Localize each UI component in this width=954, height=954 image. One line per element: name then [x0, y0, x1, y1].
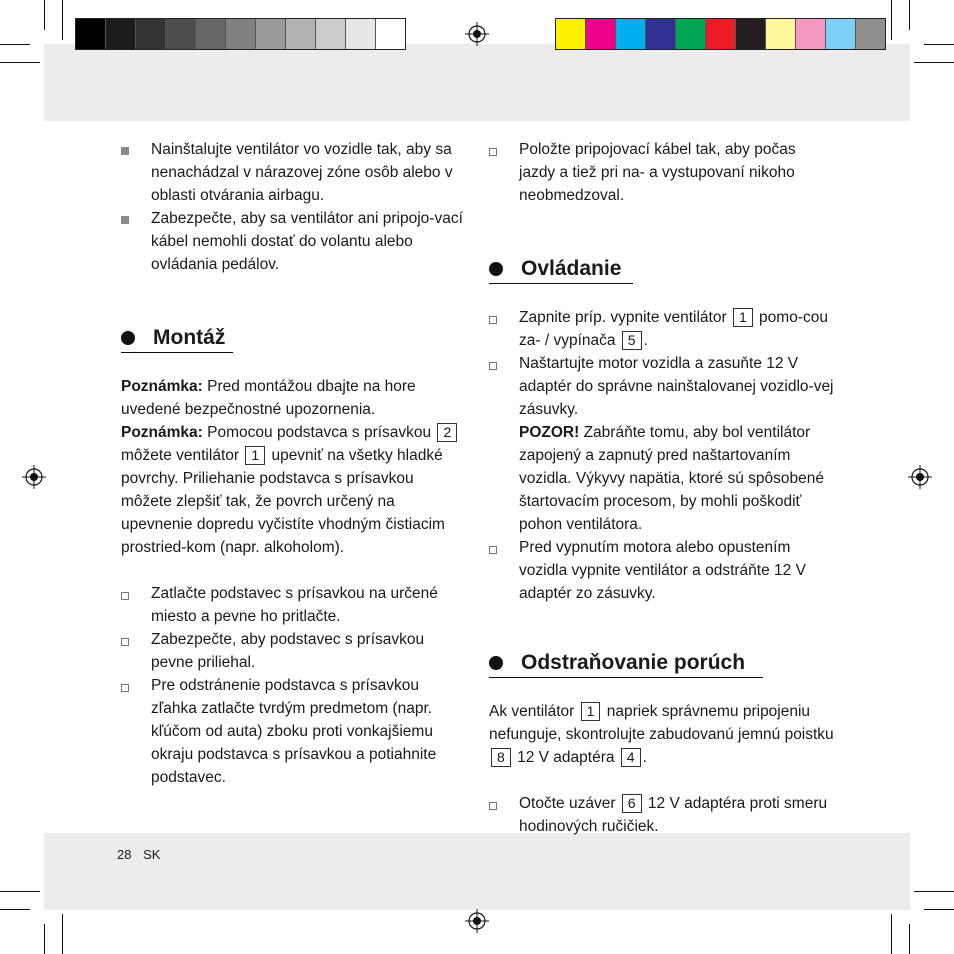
color-swatch: [136, 19, 166, 49]
checkbox-bullet-icon: [489, 802, 497, 810]
left-column: [121, 138, 466, 789]
section-heading-poruchy: Odstraňovanie porúch: [489, 649, 834, 677]
process-color-bar: [555, 18, 886, 50]
safety-bullet: Nainštalujte ventilátor vo vozidle tak, aby sa nenachádzal v nárazovej zóne osôb alebo v oblasti otvárania airbagu.: [121, 138, 466, 207]
heading-underline: [121, 352, 233, 353]
color-swatch: [346, 19, 376, 49]
instruction-step: Pre odstránenie podstavca s prísavkou zľahka zatlačte tvrdým predmetom (napr. kľúčom od auta) zboku proti vonkajšiemu okraju podstavca s prísavkou a potiahnite podstavec.: [121, 674, 466, 789]
page-number: 28: [117, 847, 132, 862]
part-reference: 1: [245, 446, 265, 465]
instruction-step: Naštartujte motor vozidla a zasuňte 12 V adaptér do správne nainštalovanej vozidlo-vej zásuvky. POZOR! Zabráňte tomu, aby bol ventilátor zapojený a zapnutý pred naštartovaním vozidla. Výkyvy napätia, ktoré sú spôsobené štartovacím procesom, by mohli poškodiť pohon ventilátora.: [489, 352, 834, 536]
section-heading-ovladanie: Ovládanie: [489, 255, 834, 283]
color-swatch: [226, 19, 256, 49]
instruction-step: Zatlačte podstavec s prísavkou na určené miesto a pevne ho pritlačte.: [121, 582, 466, 628]
language-code: SK: [143, 847, 161, 862]
part-reference: 1: [581, 702, 601, 721]
color-swatch: [256, 19, 286, 49]
color-swatch: [196, 19, 226, 49]
square-bullet-icon: [121, 216, 129, 224]
checkbox-bullet-icon: [489, 148, 497, 156]
part-reference: 1: [733, 308, 753, 327]
checkbox-bullet-icon: [121, 592, 129, 600]
registration-mark-icon: [465, 22, 489, 46]
color-swatch: [856, 19, 885, 49]
part-reference: 2: [437, 423, 457, 442]
color-swatch: [376, 19, 405, 49]
color-swatch: [736, 19, 766, 49]
color-swatch: [286, 19, 316, 49]
color-swatch: [646, 19, 676, 49]
color-swatch: [616, 19, 646, 49]
registration-mark-icon: [22, 465, 46, 489]
troubleshooting-paragraph: Ak ventilátor 1 napriek správnemu pripojeniu nefunguje, skontrolujte zabudovanú jemnú poistku 8 12 V adaptéra 4 .: [489, 703, 834, 766]
part-reference: 8: [491, 748, 511, 767]
part-reference: 4: [621, 748, 641, 767]
color-swatch: [106, 19, 136, 49]
bullet-dot-icon: [121, 331, 135, 345]
color-swatch: [586, 19, 616, 49]
note-paragraph: Poznámka: Pred montážou dbajte na hore uvedené bezpečnostné upozornenia.: [121, 378, 416, 418]
heading-underline: [489, 677, 763, 678]
checkbox-bullet-icon: [489, 316, 497, 324]
instruction-step: Zapnite príp. vypnite ventilátor 1 pomo-cou za- / vypínača 5 .: [489, 306, 834, 352]
part-reference: 5: [622, 331, 642, 350]
checkbox-bullet-icon: [121, 684, 129, 692]
heading-underline: [489, 283, 633, 284]
checkbox-bullet-icon: [121, 638, 129, 646]
part-reference: 6: [622, 794, 642, 813]
bullet-dot-icon: [489, 262, 503, 276]
color-swatch: [676, 19, 706, 49]
square-bullet-icon: [121, 147, 129, 155]
color-swatch: [826, 19, 856, 49]
checkbox-bullet-icon: [489, 362, 497, 370]
note-paragraph: Poznámka: Pomocou podstavca s prísavkou 2 môžete ventilátor 1 upevniť na všetky hladké povrchy. Priliehanie podstavca s prísavkou môžete zlepšiť tak, že povrch určený na upevnenie dopredu vyčistíte vhodným čistiacim prostried-kom (napr. alkoholom).: [121, 421, 466, 559]
color-swatch: [316, 19, 346, 49]
checkbox-bullet-icon: [489, 546, 497, 554]
bullet-dot-icon: [489, 656, 503, 670]
color-swatch: [706, 19, 736, 49]
page-footer: [117, 847, 160, 862]
color-swatch: [556, 19, 586, 49]
registration-mark-icon: [908, 465, 932, 489]
right-column: [489, 138, 834, 838]
color-swatch: [766, 19, 796, 49]
section-heading-montaz: Montáž: [121, 324, 466, 352]
instruction-step: Položte pripojovací kábel tak, aby počas jazdy a tiež pri na- a vystupovaní nikoho neobmedzoval.: [489, 138, 834, 207]
safety-bullet: Zabezpečte, aby sa ventilátor ani pripojo-vací kábel nemohli dostať do volantu alebo ovládania pedálov.: [121, 207, 466, 276]
color-swatch: [166, 19, 196, 49]
footer-band: [44, 833, 910, 910]
color-swatch: [76, 19, 106, 49]
registration-mark-icon: [465, 909, 489, 933]
instruction-step: Zabezpečte, aby podstavec s prísavkou pevne priliehal.: [121, 628, 466, 674]
header-band: [44, 44, 910, 121]
instruction-step: Otočte uzáver 6 12 V adaptéra proti smeru hodinových ručičiek.: [489, 792, 834, 838]
grayscale-color-bar: [75, 18, 406, 50]
instruction-step: Pred vypnutím motora alebo opustením vozidla vypnite ventilátor a odstráňte 12 V adaptér zo zásuvky.: [489, 536, 834, 605]
color-swatch: [796, 19, 826, 49]
